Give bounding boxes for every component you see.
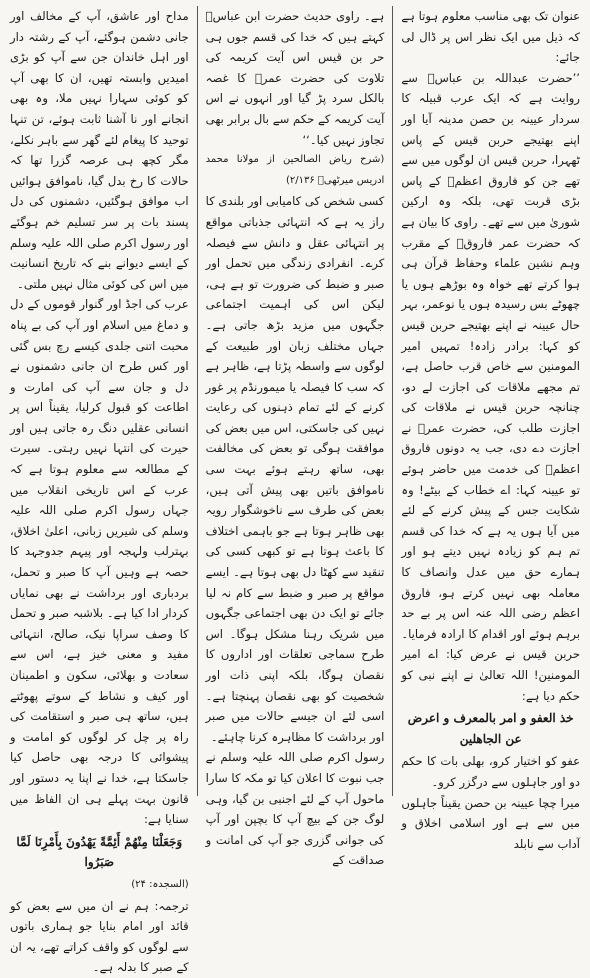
paragraph: عنوان تک بھی مناسب معلوم ہوتا ہے کہ ذیل میں ایک نظر اس پر ڈال لی جائے: xyxy=(401,9,580,65)
paragraph: رسول اکرم صلی اللہ علیہ وسلم نے جب نبوت کا اعلان کیا تو مکہ کا سارا ماحول آپ کے لئے اجنبی بن گیا، وہی لوگ جن کے بیچ آپ کا بچپن اور آپ کی جوانی گزری جو آپ کی امانت و صداقت کے xyxy=(205,750,385,868)
reference: (السجدہ: ۲۴) xyxy=(131,878,189,890)
column-divider xyxy=(392,6,393,796)
column-divider xyxy=(197,6,198,796)
paragraph: عفو کو اختیار کرو، بھلی بات کا حکم دو اور جاہلوں سے درگزر کرو۔ xyxy=(401,754,580,789)
paragraph: ہے۔ راوی حدیث حضرت ابن عباسؓ کہتے ہیں کہ خدا کی قسم جوں ہی حر بن قیس اس آیت کریمہ کی تلاوت کی حضرت عمرؓ کا غصہ بالکل سرد پڑ گیا اور انہوں نے اس آیت کریمہ کے حکم سے بال برابر بھی تجاوز نہیں کیا۔‘‘ xyxy=(205,9,385,147)
paragraph: میرا چچا عیینہ بن حصن یقیناً جاہلوں میں سے ہے اور اسلامی اخلاق و آداب سے نابلد xyxy=(401,795,580,851)
paragraph: مداح اور عاشق، آپ کے مخالف اور جانی دشمن ہوگئے، آپ کے رشتہ دار اور اہل خاندان جن سے آپ کو بڑی امیدیں وابستہ تھیں، ان کا بھی آپ کو کوئی سہارا نہیں ملا، وہ بھی انجانے اور نا آشنا ثابت ہوئے، تن تنہا توحید کا پیغام لئے گھر سے باہر نکلے، مگر کچھ ہی عرصہ گزرا تھا کہ حالات کا رخ بدل گیا، ناموافق ہوائیں اب موافق ہوگئیں، دشمنوں کی دل پسند بات پر سر تسلیم خم ہوگئے اور رسول اکرم صلی اللہ علیہ وسلم کے ایسے دیوانے بنے کہ تاریخ انسانیت میں اس کی کوئی مثال نہیں ملتی۔ xyxy=(9,9,189,291)
column-middle xyxy=(202,6,389,868)
column-right xyxy=(397,6,584,851)
paragraph: عرب کی اجڈ اور گنوار قوموں کے دل و دماغ میں اسلام اور آپ کی بے پناہ محبت اتنی جلدی کیسے رچ بس گئی اور کس طرح ان جانی دشمنوں نے دل و جان سے آپ کی امارت و اطاعت کو قبول کرلیا، یقیناً اس پر انسانی عقلیں دنگ رہ جاتی ہیں اور حیرت کی انتہا نہیں رہتی۔ سیرت کے مطالعہ سے معلوم ہوتا ہے کہ عرب کے اس تاریخی انقلاب میں جہاں رسول اکرم صلی اللہ علیہ وسلم کی شیریں زبانی، اعلیٰ اخلاق، بہترلب ولہجہ اور پیہم جدوجہد کا حصہ ہے وہیں آپ کا صبر و تحمل، بردباری اور برداشت نے بھی نمایاں کردار ادا کیا ہے۔ بلاشبہ صبر و تحمل کا وصف سراپا نیک، صالح، انتہائی مفید و معنی خیز ہے، اس سے سعادت و بھلائی، سکون و اطمینان اور کیف و نشاط کے سوتے پھوٹتے ہیں، ساتھ ہی صبر و استقامت کی راہ پر چل کر لوگوں کو امامت و پیشوائی کا درجہ بھی حاصل کیا جاسکتا ہے، خدا نے اپنا یہ دستور اور قانون بہت پہلے ہی ان الفاظ میں سنایا ہے: xyxy=(9,297,189,827)
quranic-verse: خذ العفو و امر بالمعرف و اعرض عن الجاهلين xyxy=(407,711,574,746)
paragraph: ترجمہ: ہم نے ان میں سے بعض کو قائد اور امام بنایا جو ہماری باتوں سے لوگوں کو واقف کراتے تھے، یہ ان کے صبر کا بدلہ ہے۔ xyxy=(9,898,189,975)
paragraph: کسی شخص کی کامیابی اور بلندی کا راز یہ ہے کہ انتہائی جذباتی مواقع پر انتہائی عقل و دانش سے فیصلہ کرے۔ انفرادی زندگی میں تحمل اور صبر و ضبط کی ضرورت تو ہے ہی، لیکن اس کی اہمیت اجتماعی جگہوں میں مزید بڑھ جاتی ہے۔ جہاں مختلف زبان اور طبیعت کے لوگوں سے واسطہ پڑتا ہے، ظاہر ہے کہ سب کا فیصلہ یا میمورنڈم پر غور کرنے کے لئے تمام ذہنوں کی رعایت نہیں کی جاسکتی، اس میں بعض کی موافقت ہوگی تو بعض کی مخالفت بھی، ساتھ رہتے ہوئے بہت سی ناموافق باتیں بھی پیش آتی ہیں، بعض کی طرف سے ناخوشگوار رویہ بھی ظاہر ہوتا ہے جو باہمی اختلاف کا باعث ہوتا ہے تو کبھی کسی کی تنقید سے کھٹا دل بھی ہوتا ہے۔ ایسے مواقع پر صبر و ضبط سے کام نہ لیا جائے تو ایک دن بھی اجتماعی جگہوں میں شریک رہنا مشکل ہوگا۔ اس طرح سماجی تعلقات اور اداروں کا نقصان ہوگا، بلکہ اپنی ذات اور شخصیت کو بھی نقصان پہنچتا ہے۔ اسی لئے ان جیسے حالات میں صبر اور برداشت کا مظاہرہ کرنا چاہئے۔ xyxy=(205,194,385,744)
quranic-verse: وَجَعَلْنَا مِنْهُمْ أَئِمَّةً يَهْدُونَ بِأَمْرِنَا لَمَّا صَبَرُوا xyxy=(16,834,183,870)
column-left xyxy=(6,6,193,975)
reference: (شرح ریاض الصالحین از مولانا محمد ادریس میرٹھیؒ ۲/۱۳۶) xyxy=(205,154,385,186)
paragraph: ’’حضرت عبداللہ بن عباسؓ سے روایت ہے کہ ایک عرب قبیلہ کا سردار عیینہ بن حصن مدینہ آیا اور اپنے بھتیجے حربن قیس کے پاس ٹھہرا، حربن قیس ان لوگوں میں سے تھے جن کو فاروق اعظمؓ کے پاس بڑی قربت تھی، بلکہ وہ ارکین شوریٰ میں سے تھے۔ راوی کا بیان ہے کہ حضرت عمر فاروقؓ کے مقرب وہم نشین علماء وحفاظ قرآن ہی ہوا کرتے تھے خواہ وہ بوڑھے ہوں یا چھوٹے بس رسیدہ ہوں یا نوعمر، بہر حال عیینہ نے اپنے بھتیجے حربن قیس کو کہا: برادر زادہ! تمہیں امیر المومنین سے خاص قرب حاصل ہے، تم مجھے ملاقات کی اجازت لے دو، چنانچہ حربن قیس نے ملاقات کی اجازت طلب کی، حضرت عمرؓ نے اجازت دے دی، جب یہ دونوں فاروق اعظمؓ کی خدمت میں حاضر ہوئے تو عیینہ کہا: اے خطاب کے بیٹے! وہ شکایت جس کے پیش کرنے کے لئے میں آیا ہوں یہ ہے کہ خدا کی قسم تم ہم کو زیادہ نہیں دیتے ہو اور ہمارے حق میں عدل وانصاف کا معاملہ بھی نہیں کرتے ہو، فاروق اعظم رضی اللہ عنہ اس پر بے حد برہم ہوئے اور اقدام کا ارادہ فرمایا۔ حربن قیس نے عرض کیا: اے امیر المومنین! اللہ تعالیٰ نے اپنے نبی کو حکم دیا ہے: xyxy=(401,70,580,703)
